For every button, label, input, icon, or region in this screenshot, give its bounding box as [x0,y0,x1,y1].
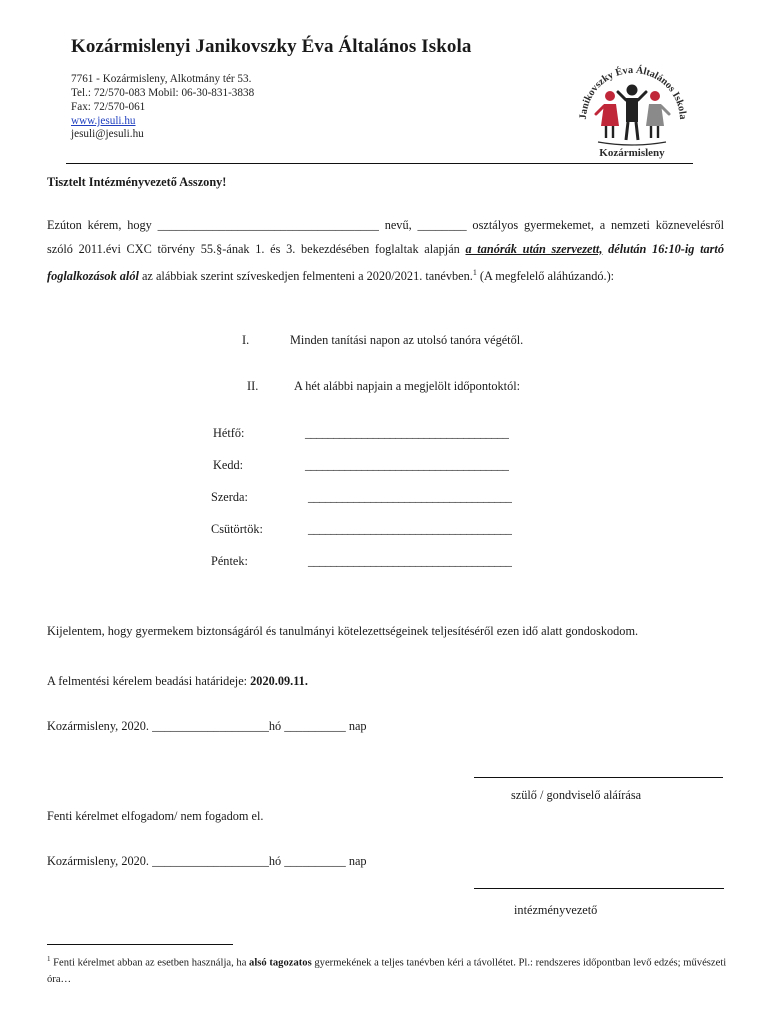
parent-signature-line[interactable] [474,777,723,778]
school-phone: Tel.: 72/570-083 Mobil: 06-30-831-3838 [71,87,255,99]
approval-text: Fenti kérelmet elfogadom/ nem fogadom el. [47,809,264,823]
day-blank-thursday[interactable]: ____________________________________ [308,522,512,536]
deadline-label: A felmentési kérelem beadási határideje: [47,674,251,688]
option-2-text: A hét alábbi napjain a megjelölt időpontoktól: [294,379,521,393]
day-blank-monday[interactable]: ____________________________________ [305,426,509,440]
intro-text-start: Ezúton kérem, hogy ____________________________________ nevű, ________ osztályos gyermekemet, a nemzeti köznevelésről szóló 2011.évi CXC törvény 55.§-ának 1. és 3. bekezdésében foglaltak alapján [47,218,724,256]
option-1-text: Minden tanítási napon az utolsó tanóra végétől. [290,333,524,347]
option-2-number: II. [247,379,259,393]
declaration-text: Kijelentem, hogy gyermekem biztonságáról és tanulmányi kötelezettségeinek teljesítéséről ezen idő alatt gondoskodom. [47,624,639,638]
school-name: Kozármislenyi Janikovszky Éva Általános Iskola [71,36,472,57]
day-label-tuesday: Kedd: [213,458,244,472]
day-blank-tuesday[interactable]: ____________________________________ [305,458,509,472]
footnote-ref: 1 [472,268,477,277]
intro-emphasis-1: a tanórák után szervezett, [465,241,603,256]
date-line-principal[interactable]: Kozármisleny, 2020. ___________________hó __________ nap [47,854,367,868]
day-blank-friday[interactable]: ____________________________________ [308,554,512,568]
footnote [47,951,727,988]
date-line-parent[interactable]: Kozármisleny, 2020. ___________________hó __________ nap [47,719,367,733]
intro-emphasis-2: délután 16:10-ig tartó foglalkozások alól [47,241,724,284]
principal-signature-line[interactable] [474,888,724,889]
school-fax: Fax: 72/570-061 [71,101,146,113]
school-address: 7761 - Kozármisleny, Alkotmány tér 53. [71,73,252,85]
deadline-value: 2020.09.11. [250,674,308,688]
school-website-link[interactable]: www.jesuli.hu [71,115,136,127]
day-label-friday: Péntek: [211,554,248,568]
footnote-text-before: Fenti kérelmet abban az esetben használja, ha [50,957,250,969]
school-email: jesuli@jesuli.hu [71,128,144,140]
day-label-monday: Hétfő: [213,426,245,440]
logo-children-icon [596,85,669,146]
day-label-wednesday: Szerda: [211,490,248,504]
day-blank-wednesday[interactable]: ____________________________________ [308,490,512,504]
header-divider [66,163,693,164]
footnote-text-after: gyermekének a teljes tanévben kéri a távollétet. Pl.: rendszeres időpontban levő edzés; művészeti óra… [47,957,727,985]
footnote-divider [47,944,233,945]
school-logo [566,50,698,162]
parent-signature-label: szülő / gondviselő aláírása [511,788,642,802]
intro-text-end: az alábbiak szerint szíveskedjen felmenteni a 2020/2021. tanévben. [138,269,473,284]
deadline-line [47,674,308,689]
salutation: Tisztelt Intézményvezető Asszony! [47,175,227,189]
footnote-text-bold: alsó tagozatos [249,957,312,969]
logo-arc-text: Janikovszky Éva Általános Iskola [577,64,689,120]
day-label-thursday: Csütörtök: [211,522,263,536]
logo-bottom-text: Kozármisleny [599,147,665,159]
option-1-number: I. [242,333,250,347]
footnote-marker: 1 [47,955,51,963]
intro-text-tail: (A megfelelő aláhúzandó.): [476,269,615,284]
request-paragraph [47,214,724,289]
principal-signature-label: intézményvezető [514,903,598,917]
